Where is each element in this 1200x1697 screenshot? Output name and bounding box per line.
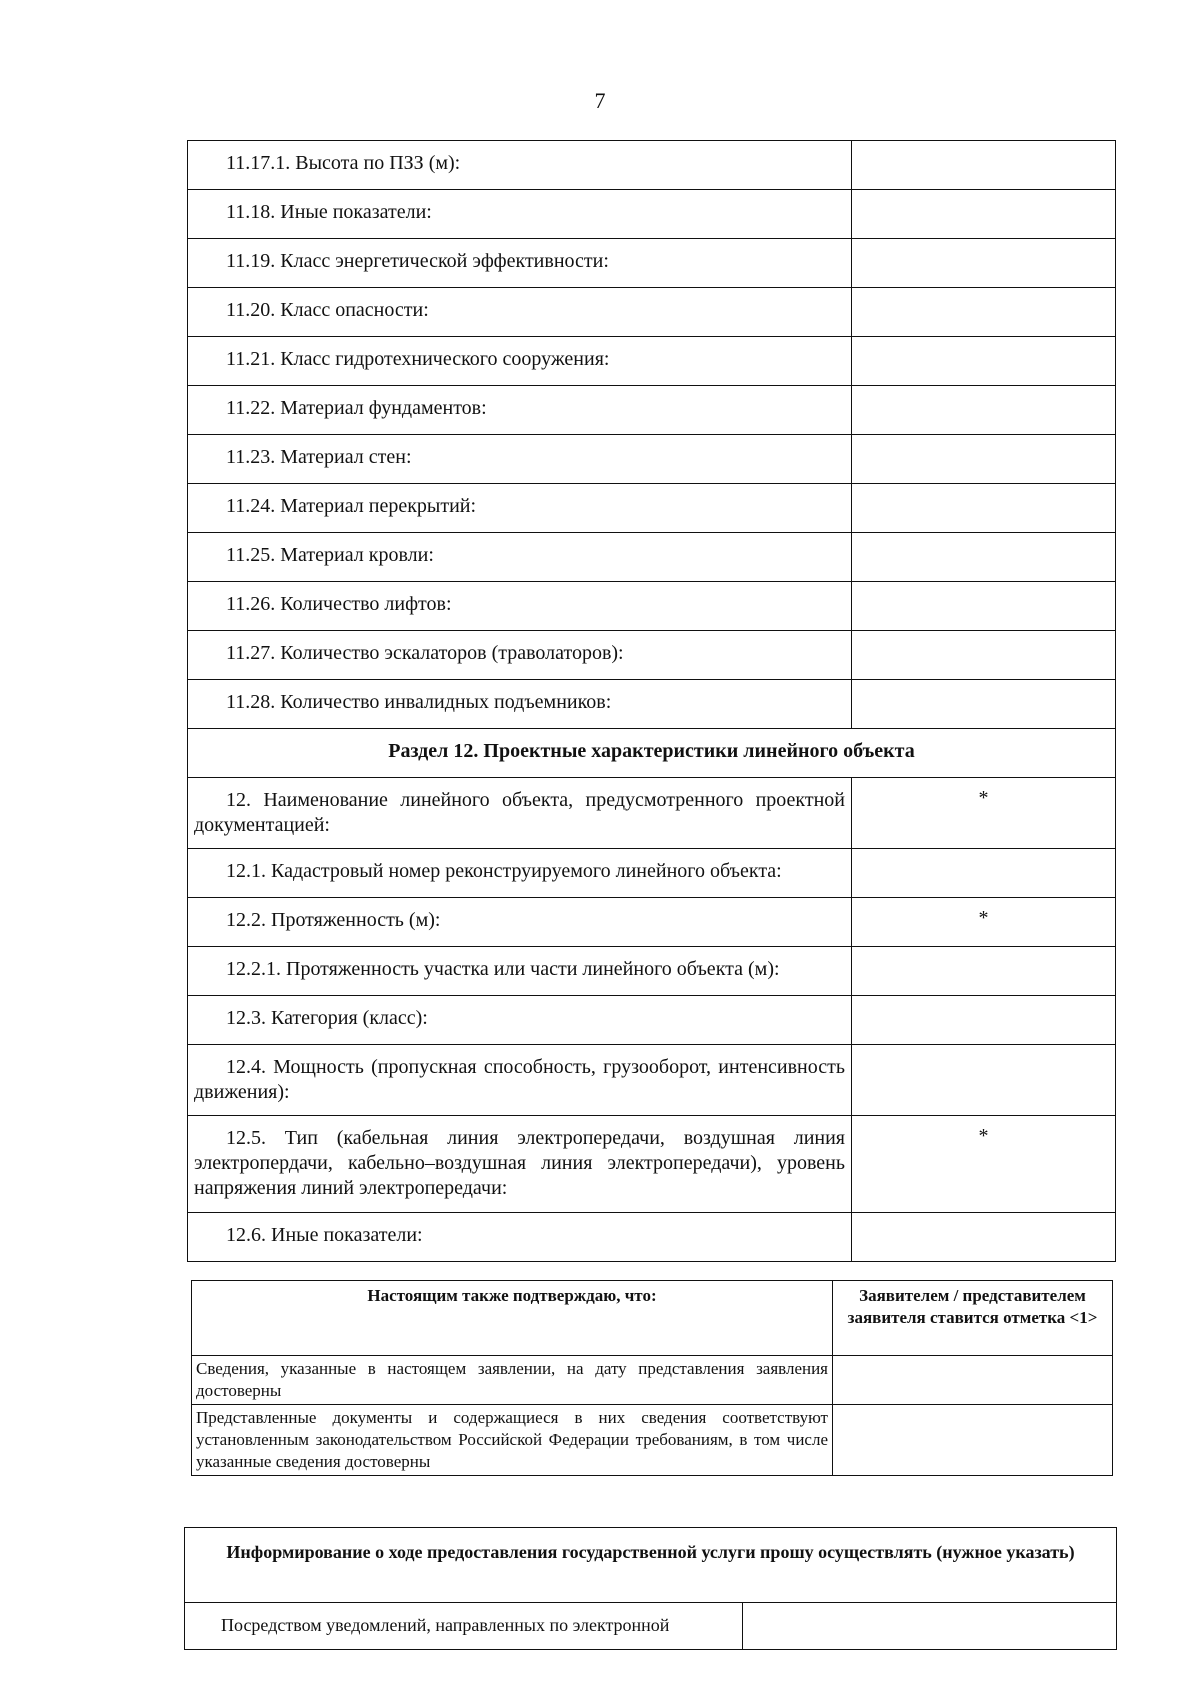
field-value[interactable] bbox=[852, 582, 1116, 631]
field-label: 11.23. Материал стен: bbox=[226, 446, 412, 468]
confirm-header-left: Настоящим также подтверждаю, что: bbox=[192, 1281, 833, 1356]
field-label: 11.28. Количество инвалидных подъемников: bbox=[226, 691, 612, 713]
field-value[interactable] bbox=[852, 386, 1116, 435]
confirmation-table bbox=[191, 1280, 1113, 1476]
field-value[interactable] bbox=[852, 680, 1116, 729]
table-row bbox=[185, 1603, 1117, 1650]
field-value[interactable] bbox=[852, 996, 1116, 1045]
field-value[interactable] bbox=[852, 631, 1116, 680]
field-label: 12.2. Протяженность (м): bbox=[226, 909, 441, 931]
table-row bbox=[188, 190, 1116, 239]
table-row bbox=[188, 680, 1116, 729]
field-label: 11.24. Материал перекрытий: bbox=[226, 495, 477, 517]
table-row bbox=[188, 288, 1116, 337]
field-value[interactable]: * bbox=[852, 898, 1116, 947]
field-label: 11.17.1. Высота по ПЗЗ (м): bbox=[226, 152, 461, 174]
field-label: 11.18. Иные показатели: bbox=[226, 201, 432, 223]
field-label: 12.4. Мощность (пропускная способность, грузооборот, интенсивность движения): bbox=[194, 1056, 845, 1103]
table-row bbox=[188, 1045, 1116, 1116]
table-row bbox=[188, 778, 1116, 849]
table-row bbox=[188, 533, 1116, 582]
confirm-header-right: Заявителем / представителем заявителя ставится отметка <1> bbox=[833, 1281, 1113, 1356]
table-row bbox=[188, 849, 1116, 898]
section-title: Раздел 12. Проектные характеристики линейного объекта bbox=[188, 729, 1116, 778]
notify-option-mark[interactable] bbox=[743, 1603, 1117, 1650]
table-row bbox=[188, 898, 1116, 947]
field-label: 11.19. Класс энергетической эффективности: bbox=[226, 250, 609, 272]
table-row bbox=[188, 996, 1116, 1045]
table-header-row bbox=[192, 1281, 1113, 1356]
field-value[interactable] bbox=[852, 337, 1116, 386]
table-row bbox=[188, 1116, 1116, 1213]
field-label: 12.6. Иные показатели: bbox=[226, 1224, 423, 1246]
table-row bbox=[188, 631, 1116, 680]
field-value[interactable] bbox=[852, 239, 1116, 288]
table-row bbox=[188, 386, 1116, 435]
field-value[interactable] bbox=[852, 484, 1116, 533]
field-value[interactable]: * bbox=[852, 1116, 1116, 1213]
table-row bbox=[188, 239, 1116, 288]
confirm-statement: Представленные документы и содержащиеся в них сведения соответствуют установленным законодательством Российской Федерации требованиям, в том числе указанные сведения достоверны bbox=[192, 1405, 833, 1476]
notify-header: Информирование о ходе предоставления государственной услуги прошу осуществлять (нужное указать) bbox=[185, 1528, 1117, 1603]
field-value[interactable] bbox=[852, 849, 1116, 898]
table-header-row bbox=[185, 1528, 1117, 1603]
field-label: 11.25. Материал кровли: bbox=[226, 544, 434, 566]
field-value[interactable] bbox=[852, 1045, 1116, 1116]
table-row bbox=[188, 1213, 1116, 1262]
field-label: 12.1. Кадастровый номер реконструируемого линейного объекта: bbox=[226, 860, 782, 882]
table-row bbox=[188, 582, 1116, 631]
field-label: 12.2.1. Протяженность участка или части линейного объекта (м): bbox=[226, 958, 780, 980]
field-value[interactable] bbox=[852, 141, 1116, 190]
confirm-mark-cell[interactable] bbox=[833, 1405, 1113, 1476]
field-value[interactable] bbox=[852, 190, 1116, 239]
field-value[interactable] bbox=[852, 533, 1116, 582]
table-row bbox=[188, 141, 1116, 190]
table-row bbox=[188, 337, 1116, 386]
field-label: 12.5. Тип (кабельная линия электропередачи, воздушная линия электропердачи, кабельно–воздушная линия электропередачи), уровень напряжения линий электропередачи: bbox=[194, 1127, 845, 1199]
table-row bbox=[192, 1405, 1113, 1476]
table-row bbox=[188, 484, 1116, 533]
field-label: 11.21. Класс гидротехнического сооружения: bbox=[226, 348, 610, 370]
field-label: 12.3. Категория (класс): bbox=[226, 1007, 428, 1029]
field-value[interactable] bbox=[852, 288, 1116, 337]
field-label: 11.20. Класс опасности: bbox=[226, 299, 429, 321]
field-value[interactable] bbox=[852, 947, 1116, 996]
confirm-statement: Сведения, указанные в настоящем заявлении, на дату представления заявления достоверны bbox=[192, 1356, 833, 1405]
section-header-row bbox=[188, 729, 1116, 778]
table-row bbox=[188, 435, 1116, 484]
notify-option-label: Посредством уведомлений, направленных по электронной bbox=[185, 1603, 743, 1650]
confirm-mark-cell[interactable] bbox=[833, 1356, 1113, 1405]
page-number: 7 bbox=[594, 88, 606, 113]
field-label: 11.26. Количество лифтов: bbox=[226, 593, 452, 615]
field-label: 11.22. Материал фундаментов: bbox=[226, 397, 487, 419]
field-value[interactable] bbox=[852, 1213, 1116, 1262]
field-value[interactable] bbox=[852, 435, 1116, 484]
table-row bbox=[192, 1356, 1113, 1405]
field-label: 12. Наименование линейного объекта, предусмотренного проектной документацией: bbox=[194, 789, 845, 836]
table-row bbox=[188, 947, 1116, 996]
field-value[interactable]: * bbox=[852, 778, 1116, 849]
field-label: 11.27. Количество эскалаторов (траволаторов): bbox=[226, 642, 624, 664]
notification-table bbox=[184, 1527, 1117, 1650]
project-characteristics-table bbox=[187, 140, 1116, 1262]
